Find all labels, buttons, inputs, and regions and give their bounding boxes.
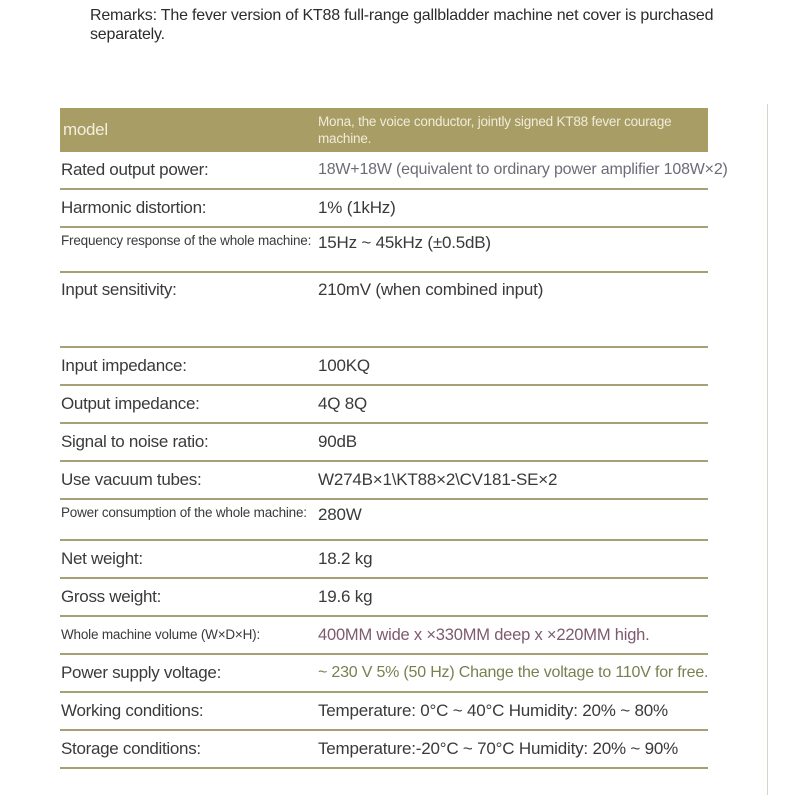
spec-label: Signal to noise ratio: [61,432,209,451]
spec-value: 400MM wide x ×330MM deep x ×220MM high. [318,626,650,644]
spec-label: Harmonic distortion: [61,198,207,217]
spec-row-gross-weight [60,579,708,617]
spec-value: Temperature:-20°C ~ 70°C Humidity: 20% ~ 90% [318,739,679,758]
spec-label: Rated output power: [61,160,209,179]
model-header-label: model [63,120,108,139]
spec-row-rated-output-power [60,152,728,190]
spec-label: Storage conditions: [61,739,201,758]
spec-row-input-impedance [60,348,708,386]
spec-value: ~ 230 V 5% (50 Hz) Change the voltage to 110V for free. [318,664,709,681]
spec-label: Use vacuum tubes: [61,470,202,489]
spec-label: Input impedance: [61,356,187,375]
spec-label: Working conditions: [61,701,204,720]
spec-value: 1% (1kHz) [318,198,396,217]
spec-label: Gross weight: [61,587,162,606]
spec-row-signal-to-noise [60,424,708,462]
remarks-text: Remarks: The fever version of KT88 full-range gallbladder machine net cover is purchased separately. [90,7,714,43]
spec-row-input-sensitivity [60,273,708,348]
spec-value: 4Q 8Q [318,394,368,413]
spec-row-working-conditions [60,693,708,731]
spec-value: 15Hz ~ 45kHz (±0.5dB) [318,233,491,252]
spec-row-frequency-response [60,228,708,273]
spec-value: W274B×1\KT88×2\CV181-SE×2 [318,470,558,489]
spec-label: Whole machine volume (W×D×H): [61,627,261,642]
spec-row-machine-volume [60,617,708,655]
spec-label: Frequency response of the whole machine: [61,233,312,248]
spec-label: Output impedance: [61,394,200,413]
spec-label: Power consumption of the whole machine: [61,505,307,520]
spec-value: 100KQ [318,356,370,375]
spec-row-power-supply-voltage [60,655,708,693]
spec-value: Temperature: 0°C ~ 40°C Humidity: 20% ~ 80% [318,701,668,720]
spec-label: Power supply voltage: [61,663,222,682]
table-header-row [60,108,708,152]
spec-table [60,108,728,769]
spec-label: Net weight: [61,549,143,568]
spec-value: 18.2 kg [318,549,373,568]
spec-value: 210mV (when combined input) [318,280,544,299]
spec-row-vacuum-tubes [60,462,708,500]
spec-value: 90dB [318,432,357,451]
model-header-value: Mona, the voice conductor, jointly signed KT88 fever courage machine. [318,114,672,146]
spec-value: 18W+18W (equivalent to ordinary power amplifier 108W×2) [318,161,728,178]
spec-value: 280W [318,505,362,524]
spec-value: 19.6 kg [318,587,373,606]
spec-row-net-weight [60,541,708,579]
spec-row-storage-conditions [60,731,708,769]
spec-row-harmonic-distortion [60,190,708,228]
right-border-divider [767,104,768,795]
spec-row-output-impedance [60,386,708,424]
spec-label: Input sensitivity: [61,280,177,299]
spec-row-power-consumption [60,500,708,541]
